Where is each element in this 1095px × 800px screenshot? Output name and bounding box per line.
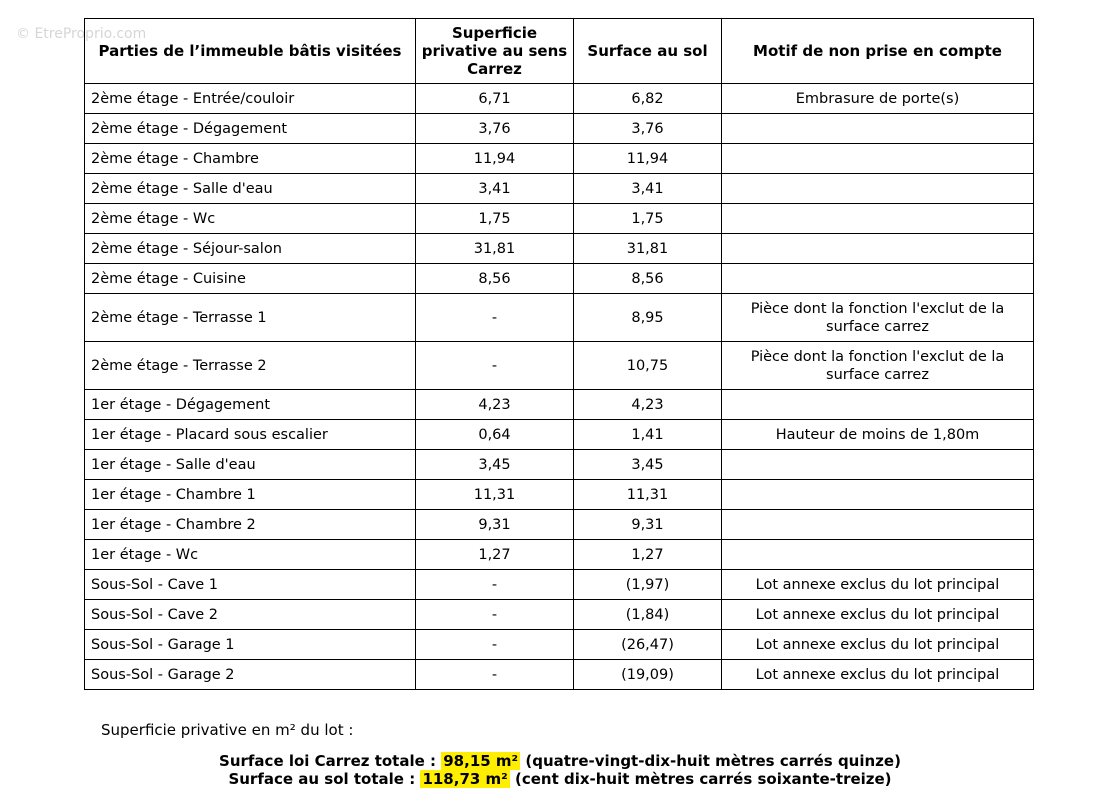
cell-partie: 2ème étage - Entrée/couloir: [85, 84, 416, 114]
cell-partie: 1er étage - Chambre 2: [85, 510, 416, 540]
cell-sol: 1,75: [574, 204, 722, 234]
cell-motif: [722, 450, 1034, 480]
table-row: [85, 660, 1034, 690]
cell-sol: 4,23: [574, 390, 722, 420]
table-row: [85, 480, 1034, 510]
cell-carrez: -: [416, 294, 574, 342]
cell-carrez: 9,31: [416, 510, 574, 540]
cell-partie: 1er étage - Chambre 1: [85, 480, 416, 510]
cell-motif: Embrasure de porte(s): [722, 84, 1034, 114]
cell-sol: 3,76: [574, 114, 722, 144]
table-row: [85, 114, 1034, 144]
carrez-total-words: (quatre-vingt-dix-huit mètres carrés quinze): [525, 752, 901, 770]
sol-total-words: (cent dix-huit mètres carrés soixante-treize): [514, 770, 892, 788]
cell-sol: 31,81: [574, 234, 722, 264]
table-row: [85, 510, 1034, 540]
sol-total-line: [0, 770, 1095, 788]
table-row: [85, 234, 1034, 264]
cell-partie: 2ème étage - Wc: [85, 204, 416, 234]
cell-motif: Lot annexe exclus du lot principal: [722, 630, 1034, 660]
cell-partie: 2ème étage - Cuisine: [85, 264, 416, 294]
header-motif: Motif de non prise en compte: [722, 19, 1034, 84]
cell-carrez: 11,94: [416, 144, 574, 174]
table-row: [85, 204, 1034, 234]
cell-motif: [722, 174, 1034, 204]
cell-carrez: 8,56: [416, 264, 574, 294]
cell-partie: 2ème étage - Terrasse 1: [85, 294, 416, 342]
table-row: [85, 264, 1034, 294]
cell-sol: 11,94: [574, 144, 722, 174]
table-row: [85, 600, 1034, 630]
cell-sol: (26,47): [574, 630, 722, 660]
cell-partie: 1er étage - Placard sous escalier: [85, 420, 416, 450]
cell-motif: Pièce dont la fonction l'exclut de la surface carrez: [722, 342, 1034, 390]
table-header-row: [85, 19, 1034, 84]
cell-carrez: 3,76: [416, 114, 574, 144]
cell-partie: 2ème étage - Chambre: [85, 144, 416, 174]
cell-partie: Sous-Sol - Garage 2: [85, 660, 416, 690]
cell-carrez: -: [416, 660, 574, 690]
cell-motif: [722, 390, 1034, 420]
cell-motif: [722, 234, 1034, 264]
cell-partie: 1er étage - Salle d'eau: [85, 450, 416, 480]
cell-motif: [722, 204, 1034, 234]
cell-motif: Lot annexe exclus du lot principal: [722, 570, 1034, 600]
cell-carrez: 1,27: [416, 540, 574, 570]
table-row: [85, 342, 1034, 390]
cell-sol: 10,75: [574, 342, 722, 390]
table-row: [85, 294, 1034, 342]
table-row: [85, 540, 1034, 570]
cell-sol: (19,09): [574, 660, 722, 690]
sol-total-value: 118,73 m²: [422, 770, 508, 788]
cell-carrez: 11,31: [416, 480, 574, 510]
table-row: [85, 144, 1034, 174]
cell-partie: 2ème étage - Dégagement: [85, 114, 416, 144]
cell-sol: 1,27: [574, 540, 722, 570]
watermark-logo: © EtreProprio.com: [16, 26, 147, 42]
cell-partie: 2ème étage - Séjour-salon: [85, 234, 416, 264]
cell-carrez: 0,64: [416, 420, 574, 450]
table-row: [85, 450, 1034, 480]
cell-sol: 9,31: [574, 510, 722, 540]
carrez-total-line: [0, 752, 1095, 770]
cell-sol: 1,41: [574, 420, 722, 450]
carrez-total-value: 98,15 m²: [443, 752, 519, 770]
cell-motif: [722, 540, 1034, 570]
cell-partie: 1er étage - Wc: [85, 540, 416, 570]
cell-partie: 1er étage - Dégagement: [85, 390, 416, 420]
cell-carrez: 1,75: [416, 204, 574, 234]
sol-total-label: Surface au sol totale :: [228, 770, 416, 788]
table-row: [85, 84, 1034, 114]
cell-carrez: 3,45: [416, 450, 574, 480]
carrez-total-label: Surface loi Carrez totale :: [219, 752, 437, 770]
cell-motif: [722, 264, 1034, 294]
table-row: [85, 390, 1034, 420]
cell-sol: (1,97): [574, 570, 722, 600]
summary-intro: Superficie privative en m² du lot :: [101, 721, 354, 739]
cell-motif: Pièce dont la fonction l'exclut de la surface carrez: [722, 294, 1034, 342]
cell-carrez: -: [416, 630, 574, 660]
cell-sol: 3,41: [574, 174, 722, 204]
cell-partie: Sous-Sol - Cave 2: [85, 600, 416, 630]
cell-sol: 11,31: [574, 480, 722, 510]
cell-carrez: 31,81: [416, 234, 574, 264]
table-row: [85, 570, 1034, 600]
cell-carrez: -: [416, 570, 574, 600]
cell-motif: Lot annexe exclus du lot principal: [722, 600, 1034, 630]
header-parties: Parties de l’immeuble bâtis visitées: [85, 19, 416, 84]
cell-carrez: 4,23: [416, 390, 574, 420]
table-body: [85, 84, 1034, 690]
cell-partie: 2ème étage - Terrasse 2: [85, 342, 416, 390]
cell-sol: 8,56: [574, 264, 722, 294]
cell-sol: 3,45: [574, 450, 722, 480]
surfaces-table: [84, 18, 1034, 690]
cell-sol: 6,82: [574, 84, 722, 114]
cell-partie: Sous-Sol - Cave 1: [85, 570, 416, 600]
cell-carrez: 3,41: [416, 174, 574, 204]
header-carrez: Superficie privative au sens Carrez: [416, 19, 574, 84]
cell-carrez: -: [416, 342, 574, 390]
table-row: [85, 420, 1034, 450]
cell-carrez: 6,71: [416, 84, 574, 114]
cell-sol: (1,84): [574, 600, 722, 630]
table-row: [85, 630, 1034, 660]
cell-motif: [722, 144, 1034, 174]
cell-motif: Hauteur de moins de 1,80m: [722, 420, 1034, 450]
cell-partie: 2ème étage - Salle d'eau: [85, 174, 416, 204]
cell-motif: [722, 480, 1034, 510]
cell-motif: Lot annexe exclus du lot principal: [722, 660, 1034, 690]
cell-sol: 8,95: [574, 294, 722, 342]
header-sol: Surface au sol: [574, 19, 722, 84]
table-row: [85, 174, 1034, 204]
cell-carrez: -: [416, 600, 574, 630]
cell-partie: Sous-Sol - Garage 1: [85, 630, 416, 660]
cell-motif: [722, 114, 1034, 144]
cell-motif: [722, 510, 1034, 540]
